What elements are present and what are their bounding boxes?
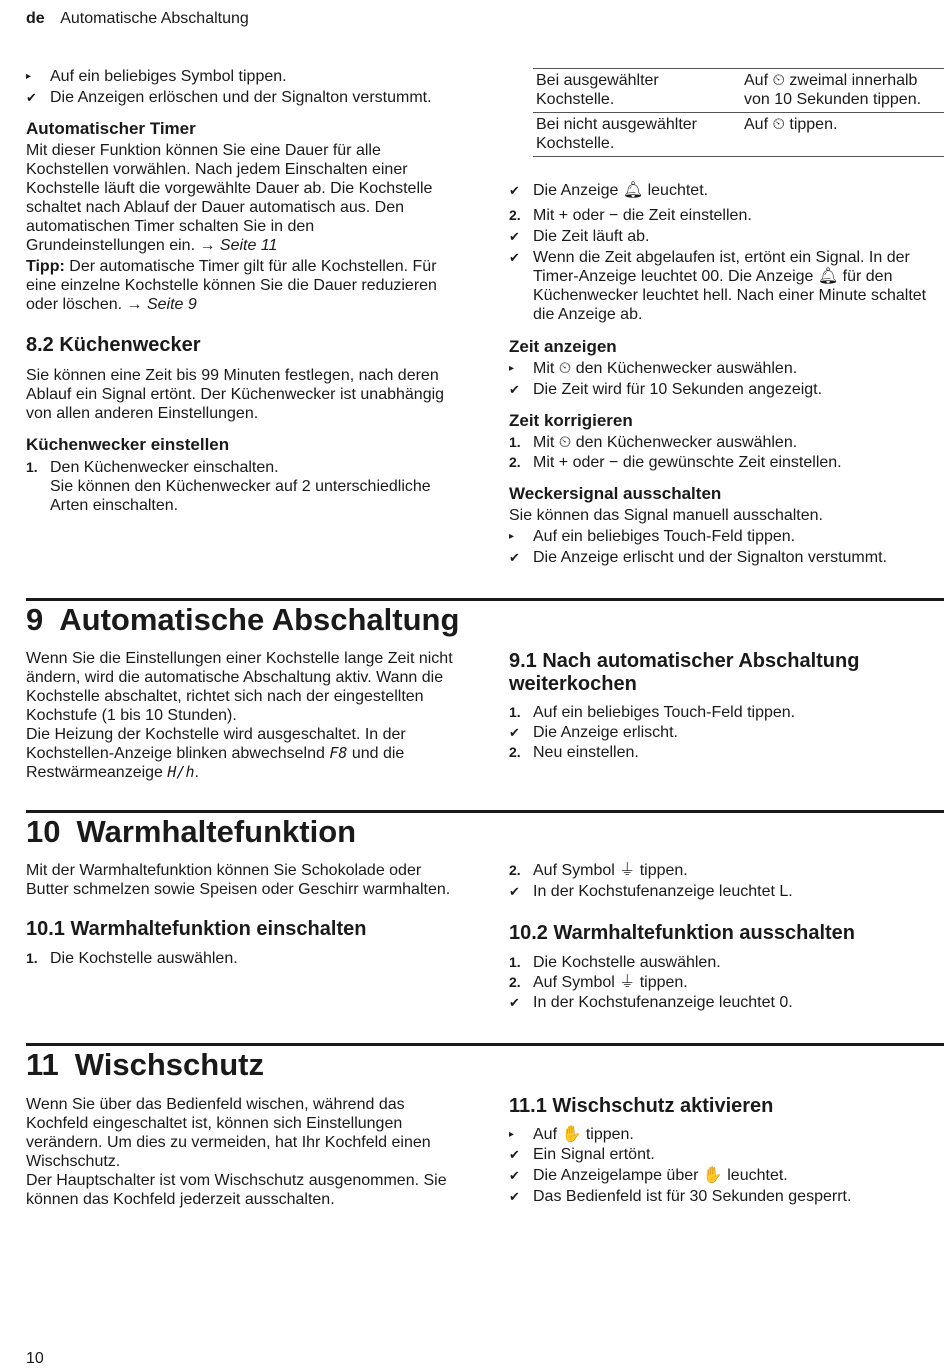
list-item [509,973,929,992]
step-number: 1. [509,704,521,720]
chapter-number: 9 [26,602,44,637]
result-check-icon: ✔ [509,229,520,244]
tip-label: Tipp: [26,258,65,275]
section-heading: 8.2 Küchenwecker [26,334,201,356]
step-number: 1. [509,954,521,970]
section-heading: 10.1 Warmhaltefunktion einschalten [26,918,367,940]
list-item-subtext: Sie können den Küchenwecker auf 2 unterschiedliche Arten einschalten. [50,478,431,514]
list-item [509,206,944,225]
action-marker-icon: ▸ [509,1129,515,1140]
result-check-icon: ✔ [509,884,520,899]
section-rule [26,598,944,601]
chapter-heading [26,815,356,849]
table-cell: Auf ⏲ zweimal innerhalb von 10 Sekunden tippen. [741,69,944,113]
list-item [509,861,929,880]
list-item-text: Mit + oder − die Zeit einstellen. [533,207,752,224]
list-item [509,527,944,546]
action-marker-icon: ▸ [509,531,515,542]
list-item-text: Die Anzeige erlischt. [533,724,678,741]
subsection-heading: Küchenwecker einstellen [26,435,230,454]
list-item [509,703,929,722]
list-item [509,248,944,324]
section-heading: Automatischer Timer [26,119,196,138]
list-item-text: Neu einstellen. [533,744,639,761]
list-item [509,1125,929,1144]
list-item-text: Mit + oder − die gewünschte Zeit einstellen. [533,454,842,471]
list-item [509,1187,929,1206]
paragraph: Der Hauptschalter ist vom Wischschutz ausgenommen. Sie können das Kochfeld jederzeit ausschalten. [26,1172,447,1208]
list-item-text: Die Kochstelle auswählen. [533,954,721,971]
result-check-icon: ✔ [26,90,37,105]
result-check-icon: ✔ [509,1189,520,1204]
page-header [26,9,249,28]
list-item [26,88,456,107]
subsection-heading: Weckersignal ausschalten [509,484,722,503]
list-item-text: Auf ✋ tippen. [533,1126,634,1143]
list-item [509,743,929,762]
result-check-icon: ✔ [509,725,520,740]
list-item-text: Die Kochstelle auswählen. [50,950,238,967]
list-item [509,227,944,246]
chapter-heading [26,1048,264,1082]
paragraph: Wenn Sie über das Bedienfeld wischen, während das Kochfeld eingeschaltet ist, können sich Einstellungen verändern. Um dies zu vermeiden, hat Ihr Kochfeld einen Wischschutz. [26,1096,431,1170]
list-item [509,359,944,378]
result-check-icon: ✔ [509,1168,520,1183]
list-item-text: In der Kochstufenanzeige leuchtet L. [533,883,793,900]
list-item [509,433,944,452]
list-item-text: Den Küchenwecker einschalten. [50,459,279,476]
list-item [26,949,461,968]
list-item-text: Ein Signal ertönt. [533,1146,655,1163]
result-check-icon: ✔ [509,1147,520,1162]
left-column-top [26,67,456,515]
s10-right [509,861,929,1012]
list-item-text: Auf Symbol ⏚ tippen. [533,974,688,991]
section-heading: 10.2 Warmhaltefunktion ausschalten [509,922,856,944]
tip-paragraph: Tipp: Der automatische Timer gilt für alle Kochstellen. Für eine einzelne Kochstelle können Sie die Dauer reduzieren oder löschen. → Seite 9 [26,258,437,313]
section-heading: 11.1 Wischschutz aktivieren [509,1095,774,1117]
list-item [509,953,929,972]
list-item [509,882,929,901]
action-marker-icon: ▸ [26,71,32,82]
list-item [509,1145,929,1164]
s9-left [26,649,461,782]
chapter-number: 11 [26,1047,59,1082]
table-cell: Bei ausgewählter Kochstelle. [533,69,741,113]
list-item-text: Die Anzeigen erlöschen und der Signalton verstummt. [50,89,432,106]
list-item-text: Das Bedienfeld ist für 30 Sekunden gesperrt. [533,1188,852,1205]
activation-table [533,68,944,157]
subsection-heading: Zeit korrigieren [509,411,633,430]
result-check-icon: ✔ [509,550,520,565]
list-item-text: Mit ⏲ den Küchenwecker auswählen. [533,434,798,451]
chapter-title: Warmhaltefunktion [76,814,357,849]
list-item-text: Die Zeit läuft ab. [533,228,650,245]
step-number: 1. [26,950,38,966]
step-number: 2. [509,862,521,878]
display-code-hh: H/h [167,763,195,781]
list-item-text: In der Kochstufenanzeige leuchtet 0. [533,994,793,1011]
step-number: 2. [509,454,521,470]
list-item [509,548,944,567]
running-title: Automatische Abschaltung [60,10,249,27]
step-number: 2. [509,207,521,223]
list-item-text: Mit ⏲ den Küchenwecker auswählen. [533,360,798,377]
page-number: 10 [26,1350,44,1367]
list-item-text: Auf ein beliebiges Touch-Feld tippen. [533,704,796,721]
list-item [509,723,929,742]
table-cell: Bei nicht ausgewählter Kochstelle. [533,113,741,157]
list-item-text: Die Zeit wird für 10 Sekunden angezeigt. [533,381,823,398]
table-cell: Auf ⏲ tippen. [741,113,944,157]
table-row [533,69,944,113]
result-check-icon: ✔ [509,995,520,1010]
display-code-f8: F8 [329,744,348,762]
step-number: 1. [509,434,521,450]
chapter-title: Wischschutz [74,1047,264,1082]
section-rule [26,1043,944,1046]
result-check-icon: ✔ [509,250,520,265]
step-number: 2. [509,744,521,760]
list-item-text: Die Anzeige 🔔︎ leuchtet. [533,182,709,199]
paragraph: Sie können das Signal manuell ausschalten. [509,507,823,524]
list-item-text: Auf ein beliebiges Touch-Feld tippen. [533,528,796,545]
result-check-icon: ✔ [509,183,520,198]
list-item-text: Wenn die Zeit abgelaufen ist, ertönt ein Signal. In der Timer-Anzeige leuchtet 00. Die Anzeige 🔔︎ für den Küchenwecker leuchtet hell. Nach einer Minute schaltet die Anzeige ab. [533,249,927,323]
s11-left [26,1095,466,1209]
list-item [509,993,929,1012]
subsection-heading: Zeit anzeigen [509,337,617,356]
section-heading: 9.1 Nach automatischer Abschaltung weiterkochen [509,650,860,695]
section-rule [26,810,944,813]
action-marker-icon: ▸ [509,363,515,374]
table-row [533,113,944,157]
list-item [509,453,944,472]
list-item-text: Auf Symbol ⏚ tippen. [533,862,688,879]
list-item [509,380,944,399]
s10-left [26,861,461,968]
list-item [509,181,944,200]
paragraph: Wenn Sie die Einstellungen einer Kochstelle lange Zeit nicht ändern, wird die automatische Abschaltung aktiv. Wann die Kochstelle abschaltet, richtet sich nach der eingestellten Kochstufe (1 bis 10 Stunden). [26,650,453,724]
chapter-title: Automatische Abschaltung [59,602,460,637]
list-item [509,1166,929,1185]
right-column-top [509,181,944,567]
paragraph: Mit dieser Funktion können Sie eine Dauer für alle Kochstellen vorwählen. Nach jedem Einschalten einer Kochstelle läuft die vorgewählte Dauer ab. Die Kochstelle schaltet nach Ablauf der Dauer automatisch aus. Den automatischen Timer schalten Sie in den Grundeinstellungen ein. → Seite 11 [26,142,433,254]
s9-right [509,650,929,762]
s11-right [509,1095,929,1206]
step-number: 2. [509,974,521,990]
list-item [26,458,456,515]
list-item-text: Die Anzeige erlischt und der Signalton verstummt. [533,549,887,566]
list-item [26,67,456,86]
paragraph: Die Heizung der Kochstelle wird ausgeschaltet. In der Kochstellen-Anzeige blinken abwechselnd F8 und die Restwärmeanzeige H/h. [26,726,406,781]
paragraph: Mit der Warmhaltefunktion können Sie Schokolade oder Butter schmelzen sowie Speisen oder Geschirr warmhalten. [26,862,451,898]
chapter-heading [26,603,459,637]
page-reference[interactable]: → Seite 9 [126,296,197,313]
chapter-number: 10 [26,814,61,849]
paragraph: Sie können eine Zeit bis 99 Minuten festlegen, nach deren Ablauf ein Signal ertönt. Der Küchenwecker ist unabhängig von allen anderen Einstellungen. [26,367,445,422]
language-code: de [26,10,45,27]
list-item-text: Auf ein beliebiges Symbol tippen. [50,68,287,85]
result-check-icon: ✔ [509,382,520,397]
step-number: 1. [26,459,38,475]
page-reference[interactable]: → Seite 11 [199,237,278,254]
list-item-text: Die Anzeigelampe über ✋ leuchtet. [533,1167,788,1184]
